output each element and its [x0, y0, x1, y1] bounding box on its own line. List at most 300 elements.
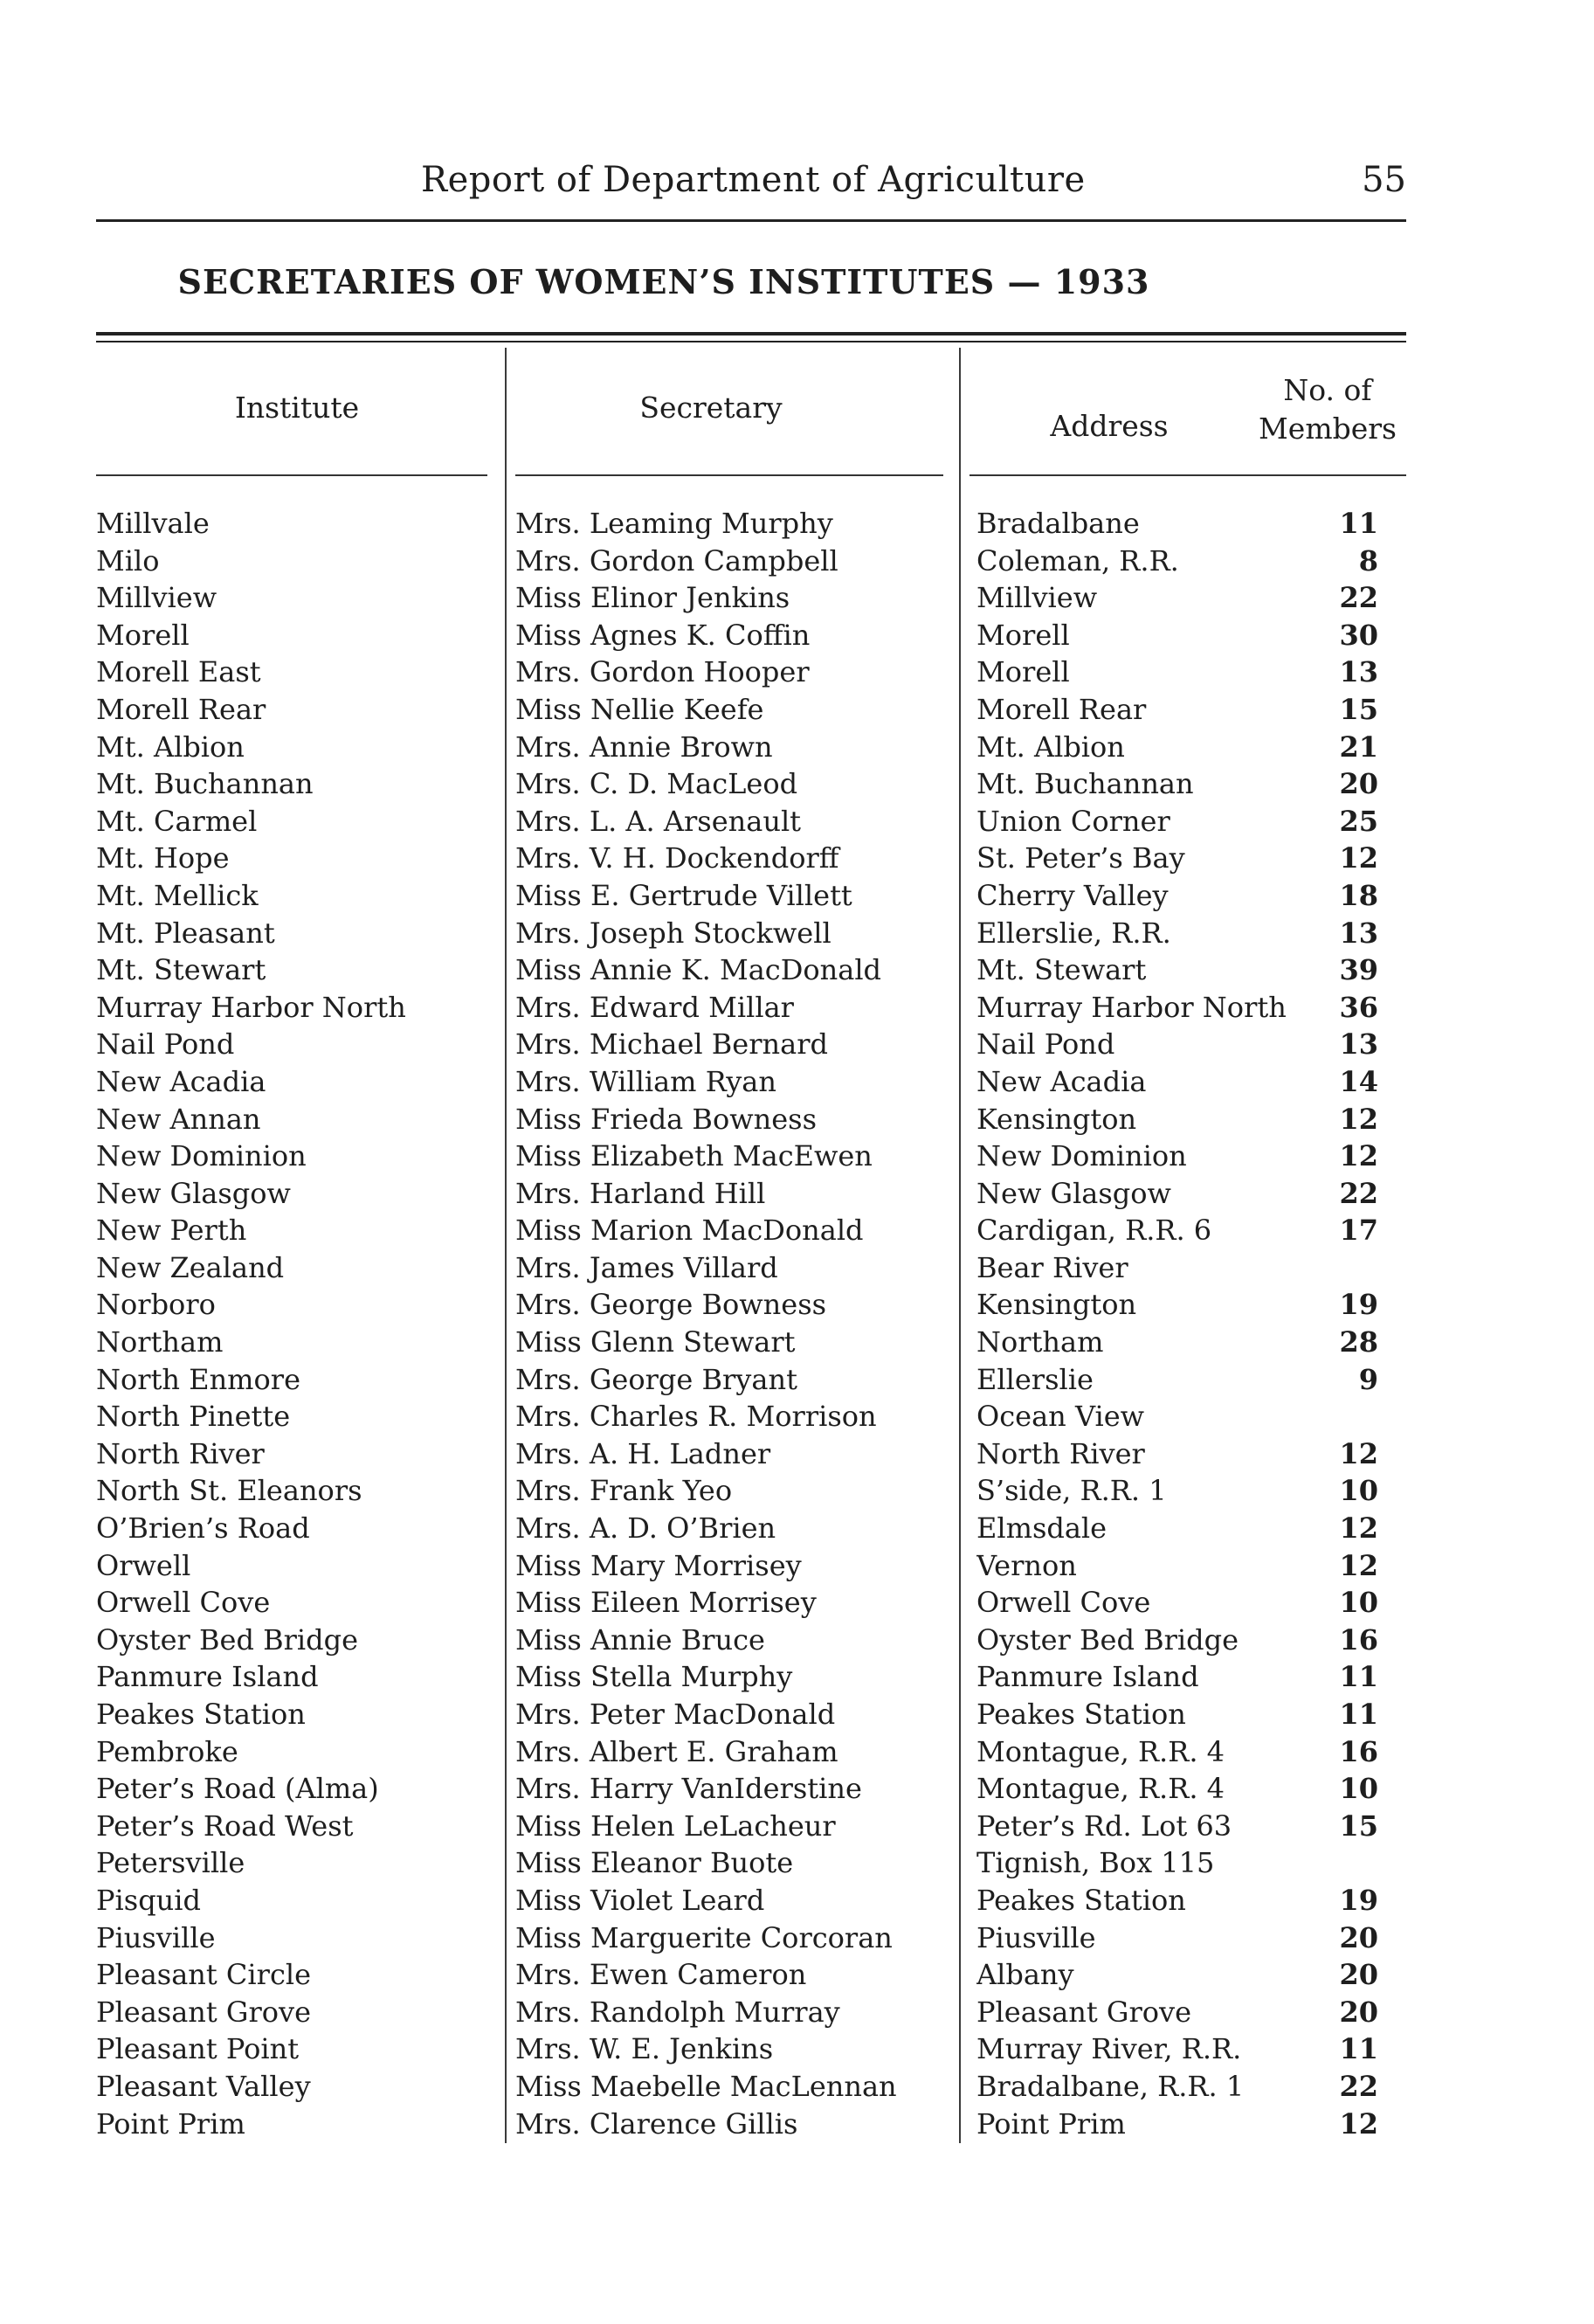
table-row — [0, 654, 1594, 691]
secretary-name: Mrs. Gordon Campbell — [515, 543, 838, 578]
table-row — [0, 951, 1594, 989]
table-row — [0, 1919, 1594, 1957]
institute-cell — [96, 1212, 491, 1249]
institute-name: New Perth — [96, 1214, 247, 1248]
secretary-name: Mrs. Joseph Stockwell — [515, 916, 832, 950]
institute-name: Northam — [96, 1325, 224, 1359]
members-cell: 22 — [1339, 581, 1378, 615]
institute-name: North River — [96, 1436, 265, 1470]
institute-cell — [96, 1808, 491, 1845]
members-cell: 12 — [1339, 1511, 1378, 1546]
address-cell: Murray River, R.R. — [976, 2032, 1242, 2066]
table-row — [0, 505, 1594, 543]
institute-name: Mt. Mellick — [96, 878, 259, 912]
secretary-name: Mrs. James Villard — [515, 1250, 778, 1284]
institute-cell — [96, 1435, 491, 1473]
table-row — [0, 2106, 1594, 2143]
secretary-name: Miss Eileen Morrisey — [515, 1586, 817, 1620]
members-header-line2: Members — [1259, 412, 1397, 446]
table-row — [0, 1361, 1594, 1399]
address-cell: Murray Harbor North — [976, 990, 1287, 1024]
table-row — [0, 2030, 1594, 2068]
secretary-cell — [515, 729, 954, 766]
secretary-name: Mrs. Ewen Cameron — [515, 1958, 807, 1992]
institute-name: Mt. Carmel — [96, 804, 258, 838]
table-row — [0, 877, 1594, 915]
institute-cell — [96, 543, 491, 580]
members-cell: 39 — [1339, 953, 1378, 987]
members-cell: 13 — [1339, 655, 1378, 689]
table-row — [0, 1547, 1594, 1585]
institute-cell — [96, 1510, 491, 1547]
institute-name: Pleasant Grove — [96, 1995, 312, 2029]
institute-cell — [96, 1398, 491, 1435]
address-cell: S’side, R.R. 1 — [976, 1474, 1167, 1508]
secretary-cell — [515, 1547, 954, 1585]
institute-cell — [96, 1361, 491, 1399]
address-cell: Kensington — [976, 1288, 1137, 1322]
address-cell: Bear River — [976, 1250, 1128, 1284]
institute-name: Murray Harbor North — [96, 990, 406, 1024]
institute-cell — [96, 1026, 491, 1063]
members-cell: 30 — [1339, 618, 1378, 652]
table-row — [0, 1324, 1594, 1361]
address-cell: Piusville — [976, 1920, 1096, 1954]
secretary-name: Miss Stella Murphy — [515, 1660, 793, 1694]
secretary-cell — [515, 1658, 954, 1696]
table-row — [0, 579, 1594, 617]
table-row — [0, 1956, 1594, 1994]
table-top-rule — [96, 332, 1406, 335]
address-cell: New Glasgow — [976, 1176, 1171, 1210]
table-row — [0, 1175, 1594, 1213]
secretary-cell — [515, 1361, 954, 1399]
members-cell: 25 — [1339, 804, 1378, 838]
secretary-name: Mrs. Randolph Murray — [515, 1995, 840, 2029]
institute-cell — [96, 1956, 491, 1994]
secretary-cell — [515, 1324, 954, 1361]
institute-name: Peter’s Road West — [96, 1809, 354, 1843]
address-cell: Kensington — [976, 1102, 1137, 1136]
address-cell: Orwell Cove — [976, 1586, 1151, 1620]
secretary-name: Miss Elizabeth MacEwen — [515, 1139, 873, 1173]
institute-name: Pembroke — [96, 1734, 238, 1768]
table-row — [0, 1510, 1594, 1547]
secretary-name: Miss Violet Leard — [515, 1883, 765, 1917]
secretary-cell — [515, 877, 954, 915]
secretary-name: Mrs. George Bryant — [515, 1362, 797, 1396]
institute-cell — [96, 765, 491, 803]
table-row — [0, 1249, 1594, 1287]
secretary-cell — [515, 915, 954, 952]
secretary-cell — [515, 1994, 954, 2031]
members-cell: 18 — [1339, 878, 1378, 912]
members-cell: 16 — [1339, 1622, 1378, 1657]
institute-name: New Zealand — [96, 1250, 285, 1284]
secretary-name: Miss Mary Morrisey — [515, 1548, 802, 1582]
institute-cell — [96, 617, 491, 654]
secretary-name: Mrs. Leaming Murphy — [515, 507, 833, 540]
members-cell: 10 — [1339, 1586, 1378, 1620]
institute-cell — [96, 654, 491, 691]
institute-name: Peter’s Road (Alma) — [96, 1772, 379, 1806]
table-row — [0, 1063, 1594, 1101]
running-title: Report of Department of Agriculture — [421, 160, 1086, 200]
address-cell: New Dominion — [976, 1139, 1187, 1173]
members-cell: 20 — [1339, 767, 1378, 801]
table-row — [0, 1622, 1594, 1659]
table-row — [0, 1770, 1594, 1808]
members-cell: 11 — [1339, 507, 1378, 540]
institute-cell — [96, 2106, 491, 2143]
institute-name: Nail Pond — [96, 1027, 235, 1062]
institute-cell — [96, 915, 491, 952]
column-header-members — [1249, 371, 1406, 448]
address-cell: Pleasant Grove — [976, 1995, 1192, 2029]
institute-cell — [96, 1584, 491, 1622]
header-underline-institute — [96, 474, 487, 476]
secretary-cell — [515, 1622, 954, 1659]
members-cell: 11 — [1339, 1698, 1378, 1731]
secretary-name: Mrs. L. A. Arsenault — [515, 804, 802, 838]
address-cell: Bradalbane, R.R. 1 — [976, 2069, 1245, 2103]
institute-name: Orwell Cove — [96, 1586, 271, 1620]
header-underline-secretary — [515, 474, 943, 476]
table-row — [0, 1882, 1594, 1919]
secretary-name: Mrs. Albert E. Graham — [515, 1734, 838, 1768]
table-row — [0, 1286, 1594, 1324]
secretary-cell — [515, 691, 954, 729]
secretary-name: Mrs. Edward Millar — [515, 990, 794, 1024]
secretary-name: Miss Elinor Jenkins — [515, 581, 790, 615]
table-row — [0, 617, 1594, 654]
secretary-cell — [515, 1063, 954, 1101]
secretary-name: Miss Annie K. MacDonald — [515, 953, 882, 987]
institute-name: Orwell — [96, 1548, 191, 1582]
members-cell: 17 — [1339, 1214, 1378, 1248]
table-row — [0, 915, 1594, 952]
institute-cell — [96, 505, 491, 543]
secretary-name: Mrs. A. D. O’Brien — [515, 1511, 776, 1546]
institute-cell — [96, 989, 491, 1027]
members-cell: 28 — [1339, 1325, 1378, 1359]
secretary-cell — [515, 1101, 954, 1138]
running-head — [96, 160, 1406, 212]
members-cell: 11 — [1339, 2032, 1378, 2066]
secretary-name: Miss Marguerite Corcoran — [515, 1920, 893, 1954]
members-cell: 9 — [1358, 1362, 1378, 1396]
address-cell: Tignish, Box 115 — [976, 1846, 1215, 1880]
institute-name: New Annan — [96, 1102, 261, 1136]
address-cell: Peakes Station — [976, 1698, 1186, 1731]
secretary-name: Mrs. Gordon Hooper — [515, 655, 810, 689]
members-cell: 36 — [1339, 990, 1378, 1024]
institute-name: Mt. Buchannan — [96, 767, 314, 801]
secretary-name: Mrs. V. H. Dockendorff — [515, 841, 839, 875]
secretary-name: Mrs. Michael Bernard — [515, 1027, 828, 1062]
institute-cell — [96, 691, 491, 729]
members-cell: 12 — [1339, 841, 1378, 875]
institute-name: Millview — [96, 581, 217, 615]
table-title: SECRETARIES OF WOMEN’S INSTITUTES — 1933 — [177, 262, 1150, 301]
secretary-cell — [515, 765, 954, 803]
institute-cell — [96, 1919, 491, 1957]
members-cell: 16 — [1339, 1734, 1378, 1768]
table-top-rule-thin — [96, 341, 1406, 342]
secretary-name: Miss Nellie Keefe — [515, 692, 764, 726]
secretary-name: Miss Eleanor Buote — [515, 1846, 794, 1880]
secretary-cell — [515, 1584, 954, 1622]
table-row — [0, 1658, 1594, 1696]
header-rule — [96, 219, 1406, 222]
institute-cell — [96, 1547, 491, 1585]
secretary-cell — [515, 1808, 954, 1845]
address-cell: Panmure Island — [976, 1660, 1199, 1694]
secretary-cell — [515, 1026, 954, 1063]
table-row — [0, 543, 1594, 580]
institute-cell — [96, 579, 491, 617]
table-row — [0, 1026, 1594, 1063]
members-cell: 10 — [1339, 1474, 1378, 1508]
members-cell: 19 — [1339, 1288, 1378, 1322]
members-cell: 20 — [1339, 1995, 1378, 2029]
members-cell: 22 — [1339, 1176, 1378, 1210]
institute-name: Mt. Pleasant — [96, 916, 275, 950]
members-header-line1: No. of — [1283, 373, 1372, 407]
institute-cell — [96, 729, 491, 766]
table-row — [0, 729, 1594, 766]
secretary-name: Miss Agnes K. Coffin — [515, 618, 811, 652]
institute-cell — [96, 2068, 491, 2106]
address-cell: Morell Rear — [976, 692, 1147, 726]
institute-name: North St. Eleanors — [96, 1474, 362, 1508]
secretary-cell — [515, 617, 954, 654]
institute-cell — [96, 1658, 491, 1696]
secretary-name: Mrs. C. D. MacLeod — [515, 767, 798, 801]
address-cell: Millview — [976, 581, 1098, 615]
institute-name: North Pinette — [96, 1400, 291, 1434]
column-header-secretary: Secretary — [639, 391, 783, 425]
secretary-cell — [515, 1510, 954, 1547]
institute-name: Millvale — [96, 507, 210, 540]
secretary-name: Miss Frieda Bowness — [515, 1102, 817, 1136]
institute-cell — [96, 1063, 491, 1101]
institute-cell — [96, 1249, 491, 1287]
secretary-cell — [515, 1919, 954, 1957]
institute-name: Norboro — [96, 1288, 216, 1322]
table-row — [0, 989, 1594, 1027]
secretary-name: Miss Glenn Stewart — [515, 1325, 796, 1359]
table-row — [0, 1101, 1594, 1138]
table-row — [0, 1472, 1594, 1510]
secretary-name: Miss Maebelle MacLennan — [515, 2069, 897, 2103]
institute-cell — [96, 1175, 491, 1213]
members-cell: 20 — [1339, 1958, 1378, 1992]
secretary-name: Mrs. W. E. Jenkins — [515, 2032, 774, 2066]
secretary-cell — [515, 1882, 954, 1919]
address-cell: Vernon — [976, 1548, 1077, 1582]
institute-name: New Glasgow — [96, 1176, 291, 1210]
members-cell: 12 — [1339, 1548, 1378, 1582]
secretary-name: Mrs. A. H. Ladner — [515, 1436, 771, 1470]
address-cell: Morell — [976, 655, 1070, 689]
address-cell: Point Prim — [976, 2106, 1126, 2141]
secretary-cell — [515, 1286, 954, 1324]
secretary-cell — [515, 803, 954, 840]
table-row — [0, 1994, 1594, 2031]
institute-name: Milo — [96, 543, 160, 578]
table-row — [0, 803, 1594, 840]
secretary-name: Miss Helen LeLacheur — [515, 1809, 836, 1843]
table-row — [0, 840, 1594, 877]
address-cell: Peter’s Rd. Lot 63 — [976, 1809, 1232, 1843]
institute-cell — [96, 877, 491, 915]
institute-cell — [96, 1138, 491, 1175]
address-cell: Cardigan, R.R. 6 — [976, 1214, 1212, 1248]
institute-cell — [96, 1286, 491, 1324]
address-cell: New Acadia — [976, 1064, 1147, 1098]
table-row — [0, 1844, 1594, 1882]
institute-name: Pleasant Circle — [96, 1958, 312, 1992]
secretary-cell — [515, 654, 954, 691]
address-cell: Mt. Buchannan — [976, 767, 1194, 801]
members-cell: 15 — [1339, 1809, 1378, 1843]
members-cell: 8 — [1358, 543, 1378, 578]
table-body — [0, 505, 1594, 2142]
secretary-cell — [515, 1175, 954, 1213]
address-cell: Nail Pond — [976, 1027, 1115, 1062]
institute-cell — [96, 1622, 491, 1659]
secretary-name: Mrs. Peter MacDonald — [515, 1698, 836, 1731]
secretary-name: Miss E. Gertrude Villett — [515, 878, 852, 912]
address-cell: Elmsdale — [976, 1511, 1108, 1546]
institute-cell — [96, 1994, 491, 2031]
institute-name: Mt. Stewart — [96, 953, 266, 987]
secretary-cell — [515, 1844, 954, 1882]
table-row — [0, 2068, 1594, 2106]
address-cell: Union Corner — [976, 804, 1170, 838]
institute-cell — [96, 1324, 491, 1361]
members-cell: 12 — [1339, 1139, 1378, 1173]
institute-name: Peakes Station — [96, 1698, 306, 1731]
column-header-institute: Institute — [234, 391, 360, 425]
address-cell: North River — [976, 1436, 1145, 1470]
institute-name: North Enmore — [96, 1362, 301, 1396]
secretary-name: Mrs. Harland Hill — [515, 1176, 766, 1210]
institute-name: Morell East — [96, 655, 261, 689]
institute-cell — [96, 1472, 491, 1510]
institute-cell — [96, 1733, 491, 1771]
address-cell: Mt. Stewart — [976, 953, 1147, 987]
secretary-cell — [515, 989, 954, 1027]
institute-name: O’Brien’s Road — [96, 1511, 310, 1546]
secretary-name: Mrs. Charles R. Morrison — [515, 1400, 877, 1434]
secretary-cell — [515, 1696, 954, 1733]
institute-name: New Acadia — [96, 1064, 266, 1098]
secretary-cell — [515, 2030, 954, 2068]
institute-cell — [96, 1770, 491, 1808]
members-cell: 15 — [1339, 692, 1378, 726]
institute-name: Panmure Island — [96, 1660, 319, 1694]
secretary-cell — [515, 951, 954, 989]
page-number: 55 — [1362, 160, 1406, 200]
table-row — [0, 1138, 1594, 1175]
secretary-cell — [515, 543, 954, 580]
secretary-cell — [515, 579, 954, 617]
members-cell: 14 — [1339, 1064, 1378, 1098]
table-row — [0, 691, 1594, 729]
address-cell: Coleman, R.R. — [976, 543, 1179, 578]
secretary-cell — [515, 2068, 954, 2106]
address-cell: Peakes Station — [976, 1883, 1186, 1917]
table-row — [0, 1435, 1594, 1473]
address-cell: Montague, R.R. 4 — [976, 1734, 1225, 1768]
members-cell: 12 — [1339, 1102, 1378, 1136]
institute-name: Pisquid — [96, 1883, 201, 1917]
institute-cell — [96, 1844, 491, 1882]
header-underline-address — [970, 474, 1406, 476]
table-row — [0, 1398, 1594, 1435]
secretary-name: Mrs. George Bowness — [515, 1288, 827, 1322]
institute-name: Morell — [96, 618, 190, 652]
members-cell: 13 — [1339, 916, 1378, 950]
table-row — [0, 765, 1594, 803]
secretary-name: Mrs. Frank Yeo — [515, 1474, 733, 1508]
address-cell: St. Peter’s Bay — [976, 841, 1185, 875]
institute-cell — [96, 1101, 491, 1138]
members-cell: 22 — [1339, 2069, 1378, 2103]
members-cell: 20 — [1339, 1920, 1378, 1954]
institute-cell — [96, 1696, 491, 1733]
secretary-cell — [515, 2106, 954, 2143]
table-row — [0, 1733, 1594, 1771]
secretary-name: Mrs. Harry VanIderstine — [515, 1772, 862, 1806]
table-row — [0, 1696, 1594, 1733]
institute-cell — [96, 951, 491, 989]
members-cell: 19 — [1339, 1883, 1378, 1917]
secretary-cell — [515, 1212, 954, 1249]
secretary-cell — [515, 1435, 954, 1473]
address-cell: Ocean View — [976, 1400, 1145, 1434]
secretary-name: Miss Marion MacDonald — [515, 1214, 864, 1248]
secretary-cell — [515, 1138, 954, 1175]
institute-name: Morell Rear — [96, 692, 266, 726]
secretary-cell — [515, 1733, 954, 1771]
column-header-address: Address — [1050, 409, 1169, 443]
address-cell: Montague, R.R. 4 — [976, 1772, 1225, 1806]
members-cell: 21 — [1339, 730, 1378, 764]
address-cell: Albany — [976, 1958, 1074, 1992]
institute-cell — [96, 1882, 491, 1919]
table-row — [0, 1808, 1594, 1845]
secretary-name: Mrs. Clarence Gillis — [515, 2106, 798, 2141]
secretary-cell — [515, 840, 954, 877]
address-cell: Oyster Bed Bridge — [976, 1622, 1239, 1657]
institute-name: Mt. Hope — [96, 841, 230, 875]
institute-name: Mt. Albion — [96, 730, 245, 764]
secretary-name: Mrs. Annie Brown — [515, 730, 773, 764]
address-cell: Ellerslie, R.R. — [976, 916, 1171, 950]
secretary-cell — [515, 1472, 954, 1510]
members-cell: 12 — [1339, 2106, 1378, 2141]
institute-cell — [96, 840, 491, 877]
secretary-cell — [515, 1398, 954, 1435]
institute-name: Piusville — [96, 1920, 216, 1954]
address-cell: Northam — [976, 1325, 1104, 1359]
institute-name: Pleasant Valley — [96, 2069, 311, 2103]
address-cell: Morell — [976, 618, 1070, 652]
members-cell: 11 — [1339, 1660, 1378, 1694]
